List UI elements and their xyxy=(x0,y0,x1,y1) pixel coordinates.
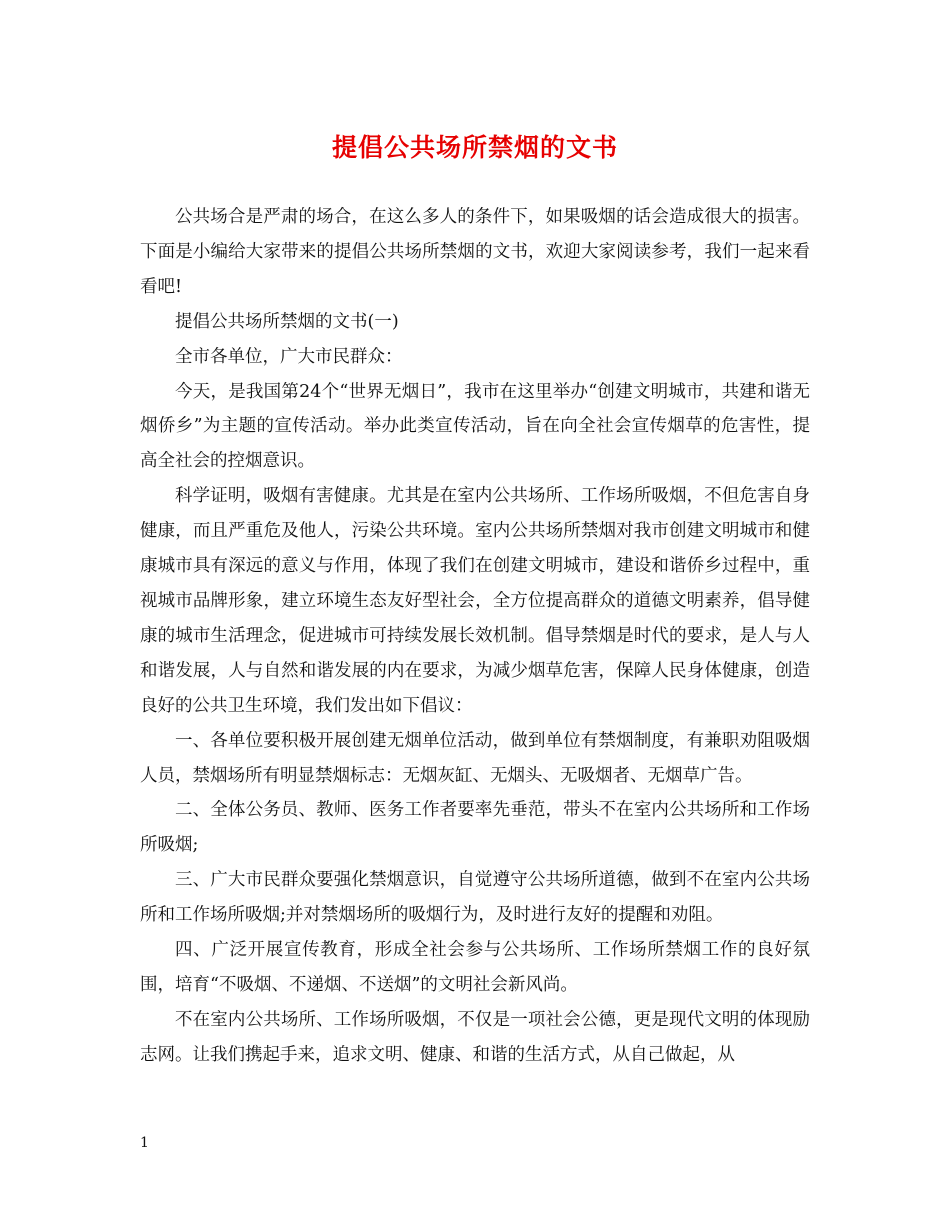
paragraph-background: 今天，是我国第24个“世界无烟日”，我市在这里举办“创建文明城市，共建和谐无烟侨乡”为主题的宣传活动。举办此类宣传活动，旨在向全社会宣传烟草的危害性，提高全社会的控烟意识。 xyxy=(140,381,810,472)
paragraph-proposal-3: 三、广大市民群众要强化禁烟意识，自觉遵守公共场所道德，做到不在室内公共场所和工作场所吸烟;并对禁烟场所的吸烟行为，及时进行友好的提醒和劝阻。 xyxy=(140,870,810,926)
paragraph-proposal-4: 四、广泛开展宣传教育，形成全社会参与公共场所、工作场所禁烟工作的良好氛围，培育“不吸烟、不递烟、不送烟”的文明社会新风尚。 xyxy=(140,940,810,995)
paragraph-proposal-1: 一、各单位要积极开展创建无烟单位活动，做到单位有禁烟制度，有兼职劝阻吸烟人员，禁烟场所有明显禁烟标志：无烟灰缸、无烟头、无吸烟者、无烟草广告。 xyxy=(140,730,810,786)
paragraph-subtitle: 提倡公共场所禁烟的文书(一) xyxy=(175,311,399,332)
paragraph-proposal-2: 二、全体公务员、教师、医务工作者要率先垂范，带头不在室内公共场所和工作场所吸烟; xyxy=(140,800,810,856)
page-number: 1 xyxy=(140,1135,149,1151)
paragraph-salutation: 全市各单位，广大市民群众： xyxy=(175,346,403,367)
paragraph-intro: 公共场合是严肃的场合，在这么多人的条件下，如果吸烟的话会造成很大的损害。下面是小编给大家带来的提倡公共场所禁烟的文书，欢迎大家阅读参考，我们一起来看看吧! xyxy=(140,207,810,297)
document-title: 提倡公共场所禁烟的文书 xyxy=(331,133,618,162)
document-body xyxy=(140,200,810,1073)
paragraph-reasoning: 科学证明，吸烟有害健康。尤其是在室内公共场所、工作场所吸烟，不但危害自身健康，而且严重危及他人，污染公共环境。室内公共场所禁烟对我市创建文明城市和健康城市具有深远的意义与作用，体现了我们在创建文明城市，建设和谐侨乡过程中，重视城市品牌形象，建立环境生态友好型社会，全方位提高群众的道德文明素养，倡导健康的城市生活理念，促进城市可持续发展长效机制。倡导禁烟是时代的要求，是人与人和谐发展，人与自然和谐发展的内在要求，为减少烟草危害，保障人民身体健康，创造良好的公共卫生环境，我们发出如下倡议： xyxy=(140,486,810,716)
paragraph-closing: 不在室内公共场所、工作场所吸烟，不仅是一项社会公德，更是现代文明的体现励志网。让我们携起手来，追求文明、健康、和谐的生活方式，从自己做起，从 xyxy=(140,1009,810,1065)
